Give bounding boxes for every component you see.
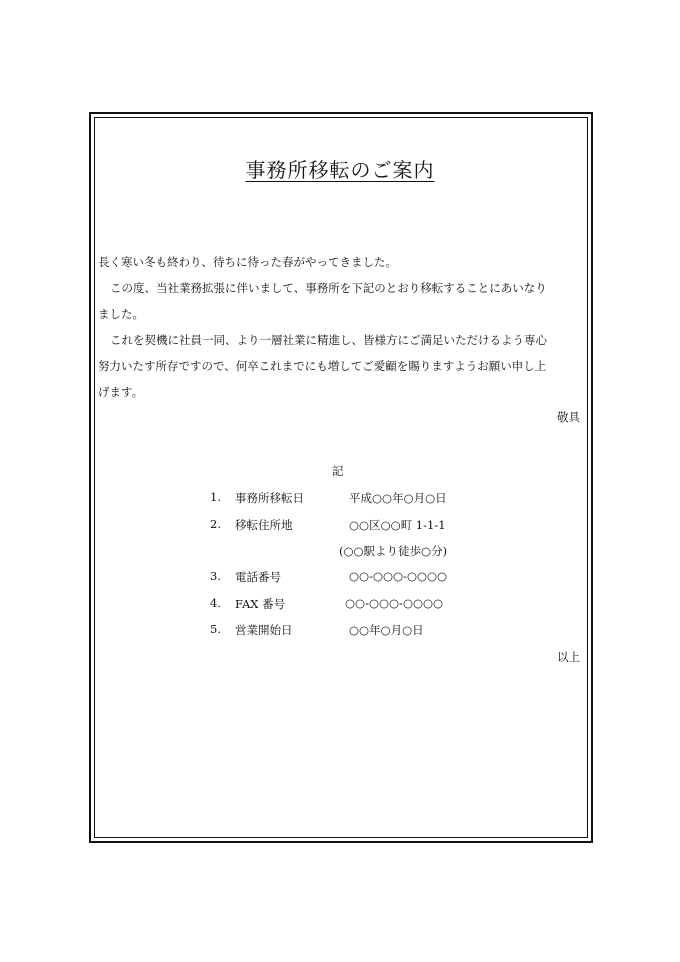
list-item-label: FAX 番号 bbox=[235, 597, 286, 611]
paragraph-commitment-line-3: げます。 bbox=[98, 385, 144, 399]
list-item-value: ○○年○月○日 bbox=[349, 623, 424, 637]
list-item-label: 電話番号 bbox=[235, 570, 281, 584]
list-item-value: ○○-○○○-○○○○ bbox=[345, 596, 444, 610]
closing-ijo: 以上 bbox=[557, 650, 580, 664]
list-item-value: ○○区○○町 1-1-1 bbox=[349, 518, 446, 532]
paragraph-commitment-line-1: これを契機に社員一同、より一層社業に精進し、皆様方にご満足いただけるよう専心 bbox=[110, 333, 547, 347]
document-title: 事務所移転のご案内 bbox=[245, 158, 435, 182]
list-item-value: ○○-○○○-○○○○ bbox=[349, 569, 448, 583]
list-item-value: (○○駅より徒歩○分) bbox=[339, 544, 448, 558]
list-item-number: 4. bbox=[210, 596, 221, 610]
list-item-number: 2. bbox=[210, 517, 221, 531]
paragraph-relocation-line-2: ました。 bbox=[98, 307, 144, 321]
paragraph-relocation-line-1: この度、当社業務拡張に伴いまして、事務所を下記のとおり移転することにあいなり bbox=[110, 281, 547, 295]
list-item-number: 3. bbox=[210, 569, 221, 583]
paragraph-greeting-line: 長く寒い冬も終わり、待ちに待った春がやってきました。 bbox=[98, 255, 397, 269]
document-title-wrapper bbox=[0, 154, 680, 183]
list-item-value: 平成○○年○月○日 bbox=[349, 491, 447, 505]
paragraph-greeting bbox=[98, 249, 586, 275]
ki-heading: 記 bbox=[332, 464, 344, 478]
paragraph-commitment-line-2: 努力いたす所存ですので、何卒これまでにも増してご愛顧を賜りますようお願い申し上 bbox=[98, 359, 547, 373]
list-item-number: 1. bbox=[210, 490, 221, 504]
list-item-number: 5. bbox=[210, 622, 221, 636]
paragraph-commitment bbox=[98, 327, 586, 405]
paragraph-relocation bbox=[98, 275, 586, 327]
closing-keigu: 敬具 bbox=[557, 410, 580, 424]
list-item-label: 営業開始日 bbox=[235, 623, 293, 637]
list-item-label: 事務所移転日 bbox=[235, 491, 304, 505]
list-item-label: 移転住所地 bbox=[235, 518, 293, 532]
